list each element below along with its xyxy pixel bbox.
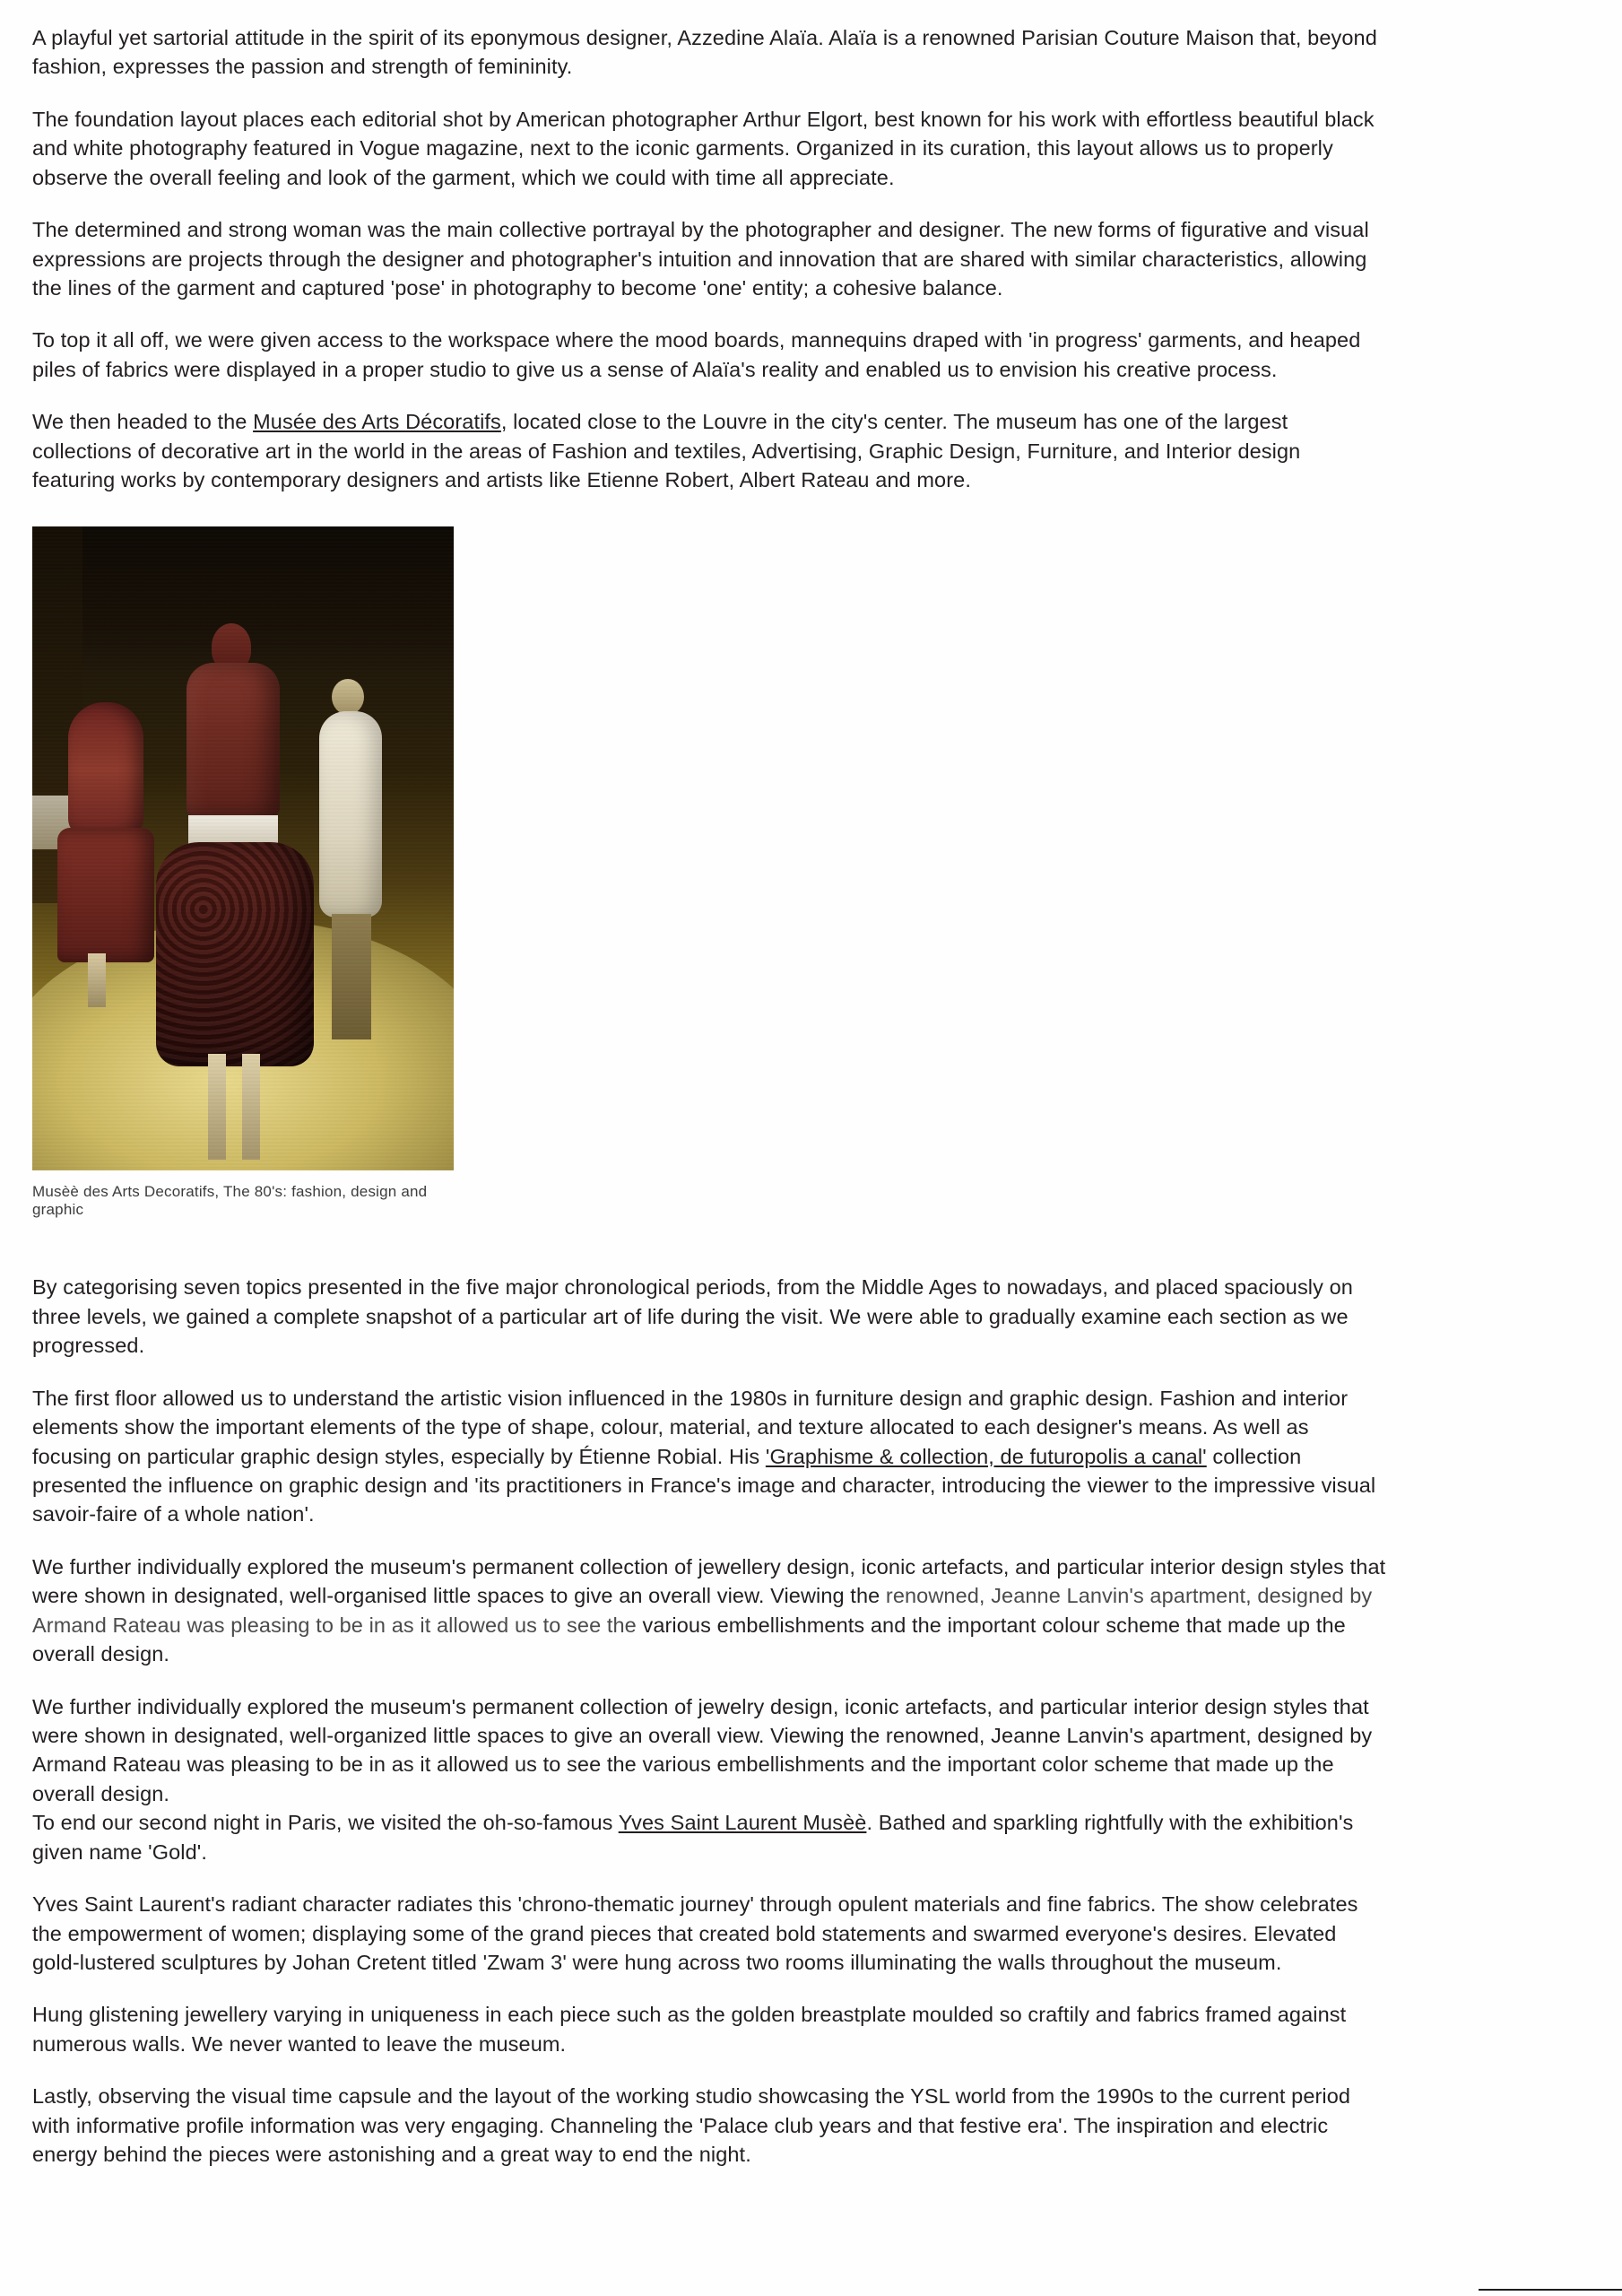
exhibition-figure bbox=[32, 526, 454, 1219]
photo-grain-overlay bbox=[32, 526, 454, 1170]
figure-spacer bbox=[32, 1219, 1579, 1273]
paragraph-workspace: To top it all off, we were given access to the workspace where the mood boards, mannequins draped with 'in progress' garments, and heaped piles of fabrics were displayed in a proper studio to give us a sense of Alaïa's reality and enabled us to envision his creative process. bbox=[32, 328, 1361, 381]
paragraph-seven-topics: By categorising seven topics presented in the five major chronological periods, from the Middle Ages to nowadays, and placed spaciously on three levels, we gained a complete snapshot of a particular art of life during the visit. We were able to gradually examine each section as we progressed. bbox=[32, 1275, 1353, 1358]
robial-text-after: collection presented the influence on graphic design and 'its practitioners in France's image and character, introducing the viewer to the impressive visual savoir-faire of a whole nation'. bbox=[32, 1444, 1376, 1526]
lanvin-line-1: We further individually explored the museum's permanent collection of jewellery design, iconic artefacts, and particular bbox=[32, 1554, 1144, 1578]
lanvin-line-3: renowned, Jeanne Lanvin's apartment, designed by Armand Rateau was pleasing to be in as it allowed us to see the bbox=[32, 1584, 1373, 1637]
paragraph-portrayal: The determined and strong woman was the main collective portrayal by the photographer and designer. The new forms of figurative and visual expressions are projects through the designer and photographer's intuition and innovation that are shared with similar characteristics, allowing the lines of the garment and captured 'pose' in photography to become 'one' entity; a cohesive balance. bbox=[32, 218, 1369, 300]
lanvin-line-2: interior design styles that were shown in designated, well-organised little spaces to give an overall view. Viewing the bbox=[32, 1554, 1386, 1608]
paragraph-ysl-chrono-thematic: Yves Saint Laurent's radiant character radiates this 'chrono-thematic journey' through opulent materials and fine fabrics. The show celebrates the empowerment of women; displaying some of the grand pieces that created bold statements and swarmed everyone's desires. Elevated gold-lustered sculptures by Johan Cretent titled 'Zwam 3' were hung across two rooms illuminating the walls throughout the museum. bbox=[32, 1892, 1358, 1974]
paragraph-ysl-musee bbox=[32, 1808, 1386, 1866]
ysl-text-before: To end our second night in Paris, we visited the oh-so-famous bbox=[32, 1811, 619, 1835]
musee-link[interactable]: Musée des Arts Décoratifs bbox=[253, 410, 501, 434]
paragraph-alaia-intro: A playful yet sartorial attitude in the spirit of its eponymous designer, Azzedine Alaïa. Alaïa is a renowned Parisian Couture Maison that, beyond fashion, expresses the passion and strength of femininity. bbox=[32, 26, 1377, 79]
exhibition-photo bbox=[32, 526, 454, 1170]
paragraph-musee-arts-decoratifs bbox=[32, 407, 1386, 494]
paragraph-layout-elgort: The foundation layout places each editorial shot by American photographer Arthur Elgort, best known for his work with effortless beautiful black and white photography featured in Vogue magazine, next to the iconic garments. Organized in its curation, this layout allows us to properly observe the overall feeling and look of the garment, which we could with time all appreciate. bbox=[32, 107, 1375, 189]
page-bottom-rule bbox=[1479, 2289, 1622, 2291]
musee-text-after: , located close to the Louvre in the city's center. The museum has one of the largest collections of decorative art in the world in the areas of Fashion and textiles, Advertising, Graphic Design, Furniture, and Interior design featuring works by contemporary designers and artists like Etienne Robert, Albert Rateau and more. bbox=[32, 410, 1301, 492]
paragraph-lanvin-british-spelling bbox=[32, 1552, 1386, 1669]
ysl-musee-link[interactable]: Yves Saint Laurent Musèè bbox=[618, 1811, 867, 1835]
robial-collection-link[interactable]: 'Graphisme & collection, de futuropolis a canal' bbox=[765, 1444, 1207, 1468]
paragraph-studio-time-capsule: Lastly, observing the visual time capsule and the layout of the working studio showcasing the YSL world from the 1990s to the current period with informative profile information was very engaging. Channeling the 'Palace club years and that festive era'. The inspiration and electric energy behind the pieces were astonishing and a great way to end the night. bbox=[32, 2084, 1351, 2167]
lanvin-line-4: various embellishments and the important colour scheme that made up the overall design. bbox=[32, 1613, 1346, 1666]
paragraph-jewellery: Hung glistening jewellery varying in uniqueness in each piece such as the golden breastplate moulded so craftily and fabrics framed against numerous walls. We never wanted to leave the museum. bbox=[32, 2003, 1347, 2056]
ysl-text-after: . Bathed and sparkling rightfully with the exhibition's given name 'Gold'. bbox=[32, 1811, 1354, 1864]
robial-text-before: The first floor allowed us to understand the artistic vision influenced in the 1980s in furniture design and graphic design. Fashion and interior elements show the important elements of the type of shape, colour, material, and texture allocated to each designer's means. As well as focusing on particular graphic design styles, especially by Étienne Robial. His bbox=[32, 1386, 1349, 1468]
paragraph-robial bbox=[32, 1384, 1386, 1529]
paragraph-lanvin-american-spelling: We further individually explored the museum's permanent collection of jewelry design, iconic artefacts, and particular interior design styles that were shown in designated, well-organized little spaces to give an overall view. Viewing the renowned, Jeanne Lanvin's apartment, designed by Armand Rateau was pleasing to be in as it allowed us to see the various embellishments and the important color scheme that made up the overall design. bbox=[32, 1694, 1373, 1805]
musee-text-before: We then headed to the bbox=[32, 410, 254, 434]
figure-caption: Musèè des Arts Decoratifs, The 80's: fashion, design and graphic bbox=[32, 1183, 428, 1219]
